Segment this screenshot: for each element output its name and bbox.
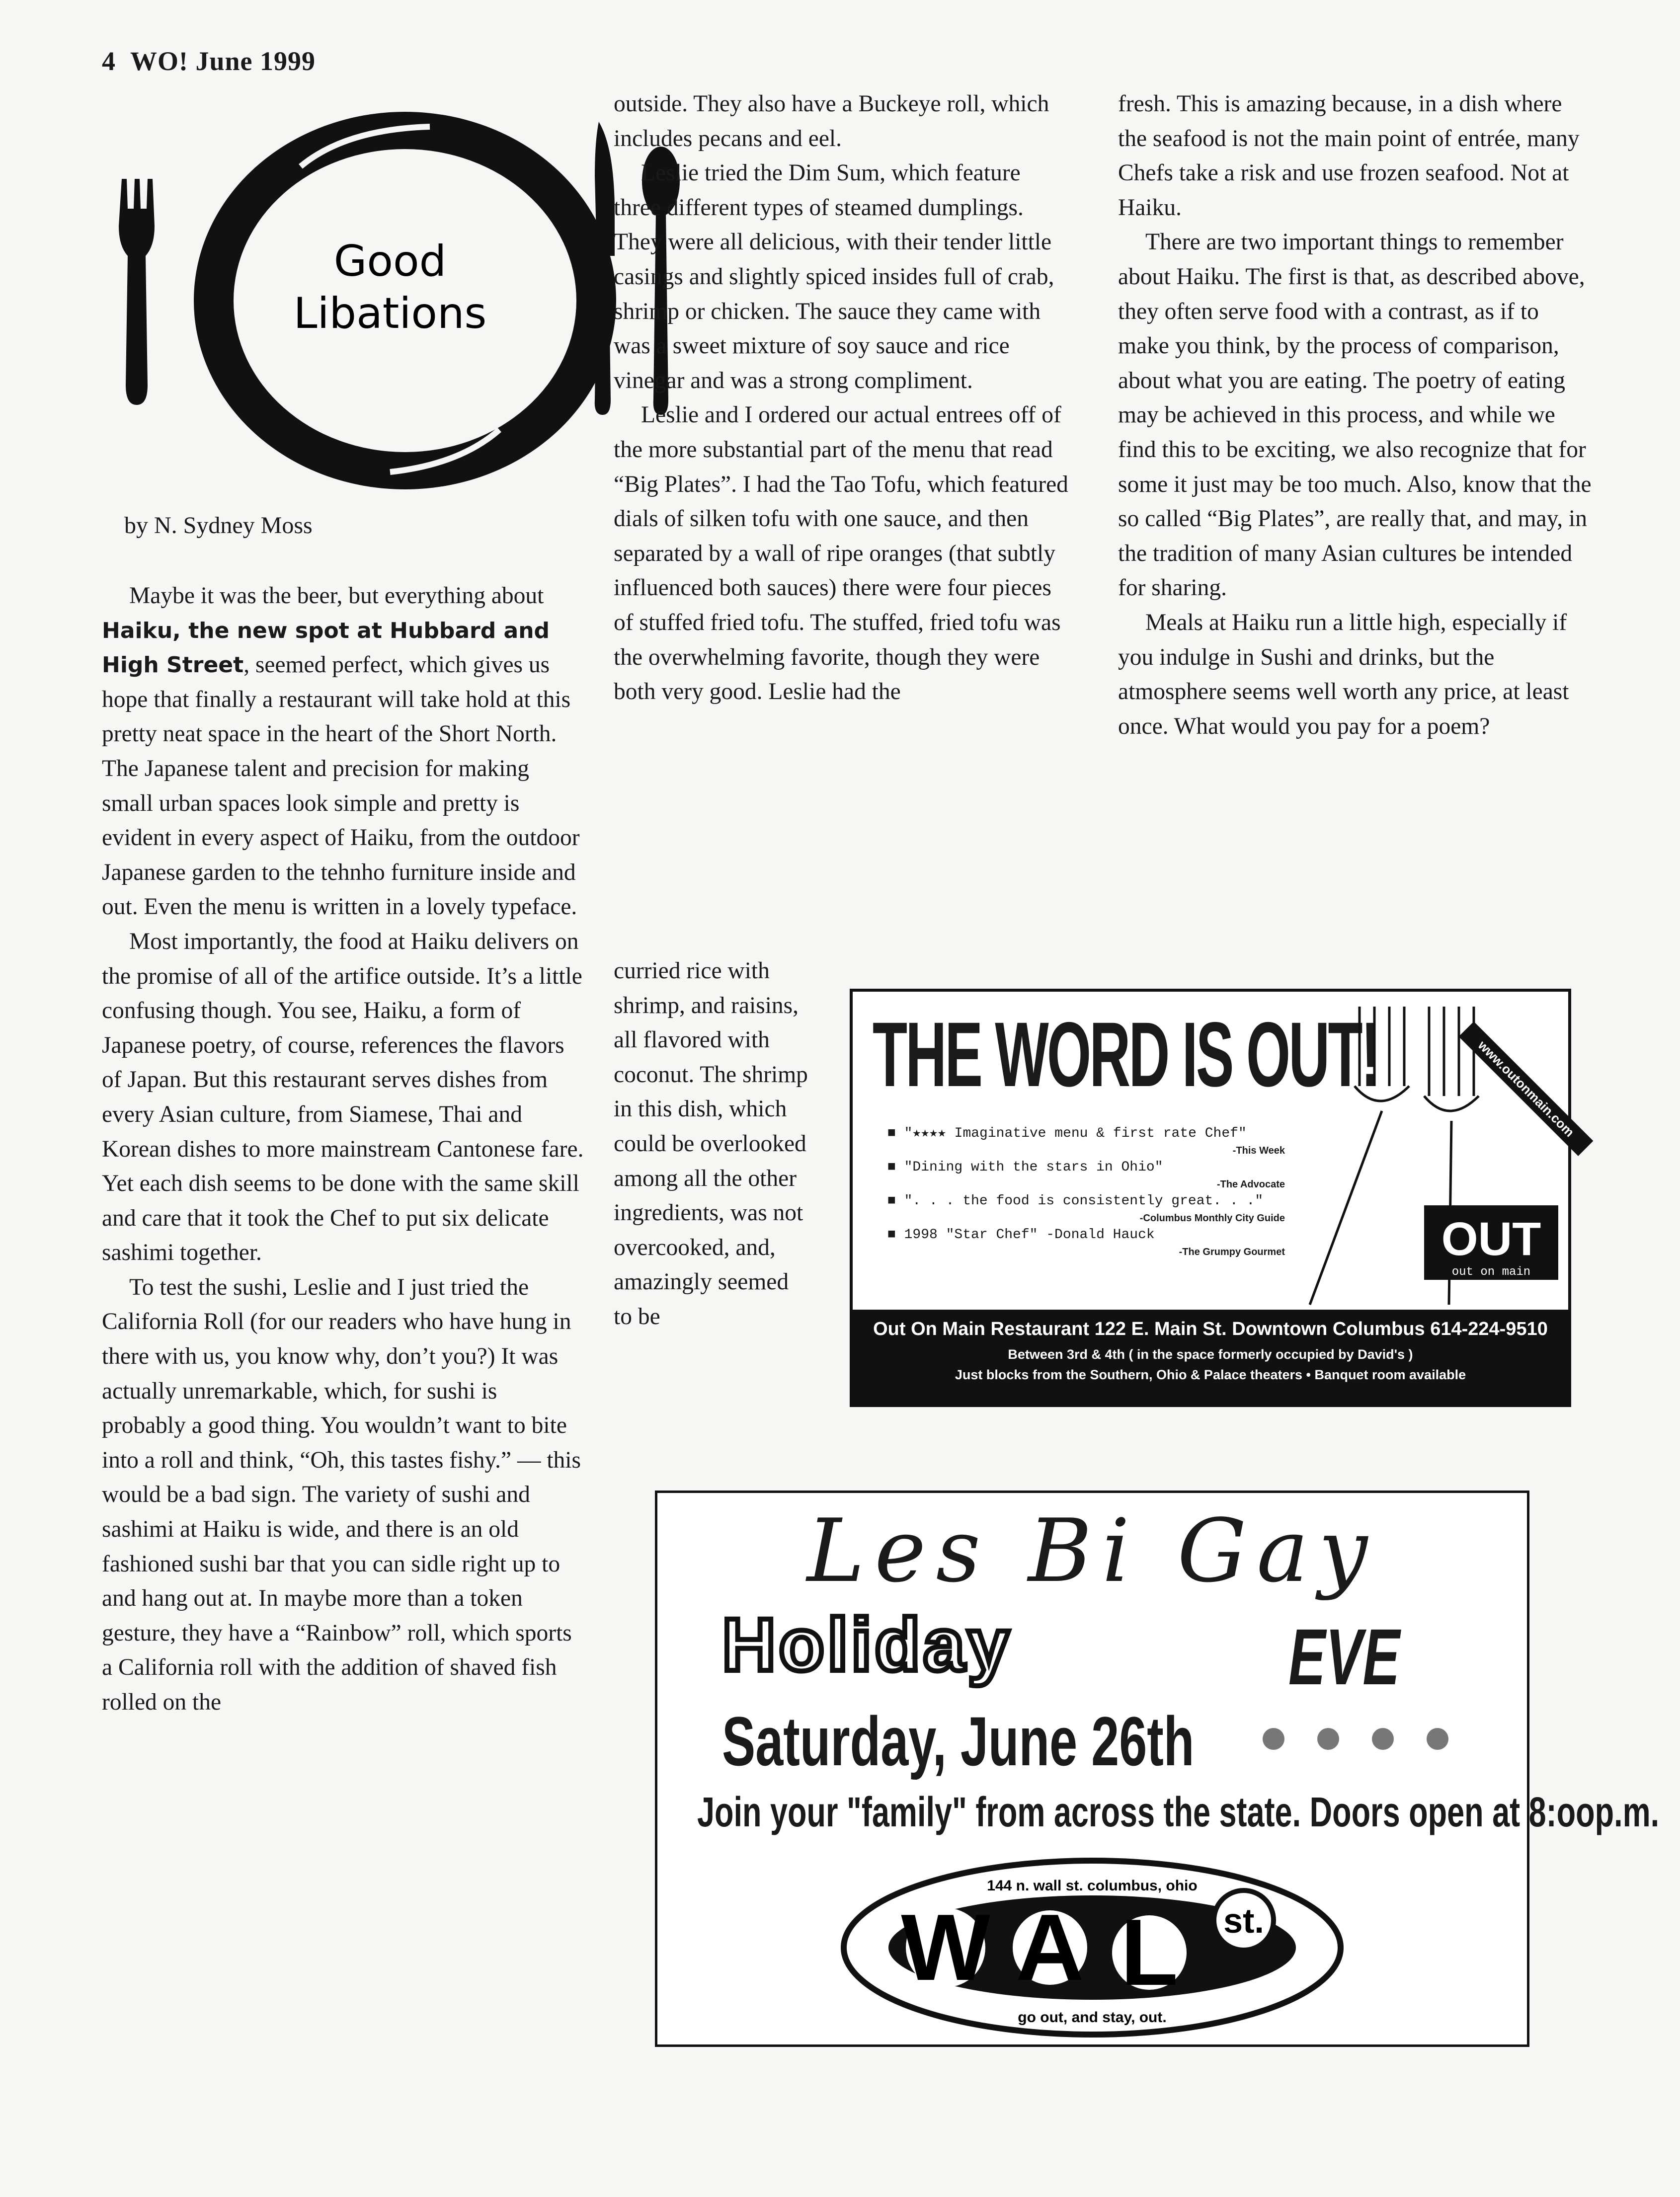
wall-st-slogan: go out, and stay, out. xyxy=(1018,2009,1167,2026)
wall-st-logo xyxy=(831,1846,1353,2040)
quote-item: ■ 1998 "Star Chef" -Donald Hauck -The Grumpy Gourmet xyxy=(887,1227,1285,1257)
article-column-3 xyxy=(1118,87,1595,744)
article-column-1 xyxy=(102,579,584,1720)
quote-item: ■ "★★★★ Imaginative menu & first rate Chef" -This Week xyxy=(887,1126,1285,1156)
paragraph: curried rice with shrimp, and raisins, all flavored with coconut. The shrimp in this dish, which could be overlooked among all the other ingredients, was not overcooked, and, amazingly seemed to be xyxy=(614,958,808,1330)
publication-title: WO! June 1999 xyxy=(130,46,316,76)
paragraph: Maybe it was the beer, but everything about Haiku, the new spot at Hubbard and High Street, seemed perfect, which gives us hope that finally a restaurant will take hold at this pretty neat space in the heart of the Short North. The Japanese talent and precision for making small urban spaces look simple and pretty is evident in every aspect of Haiku, from the outdoor Japanese garden to the tehnho furniture inside and out. Even the menu is written in a lovely typeface. xyxy=(102,583,580,920)
decorative-dots xyxy=(1254,1714,1492,1764)
out-logo-text: OUT xyxy=(1441,1213,1541,1265)
event-title-script: Les Bi Gay xyxy=(806,1501,1378,1602)
page-header xyxy=(102,46,316,77)
ad-address-bar xyxy=(853,1310,1568,1404)
ad-quotes xyxy=(887,1123,1285,1258)
event-holiday: Holiday xyxy=(722,1603,1012,1686)
paragraph: There are two important things to remember about Haiku. The first is that, as described above, they often serve food with a contrast, as if to make you think, by the process of comparison, about what you are eating. The poetry of eating may be achieved in this process, and while we find this to be exciting, we also recognize that for some it just may be too much. Also, know that the so called “Big Plates”, are really that, and may, in the tradition of many Asian cultures be intended for sharing. xyxy=(1118,229,1592,601)
ad-url: www.outonmain.com xyxy=(1459,1021,1594,1156)
ad-venue-note: Just blocks from the Southern, Ohio & Palace theaters • Banquet room available xyxy=(955,1367,1466,1382)
paragraph: outside. They also have a Buckeye roll, which includes pecans and eel. xyxy=(614,91,1049,152)
good-libations-logo xyxy=(112,107,698,524)
quote-item: ■ ". . . the food is consistently great. . ." -Columbus Monthly City Guide xyxy=(887,1193,1285,1224)
paragraph: Leslie and I ordered our actual entrees off of the more substantial part of the menu that read “Big Plates”. I had the Tao Tofu, which featured dials of silken tofu with one sauce, and then separated by a wall of ripe oranges (that subtly influenced both sauces) there were four pieces of stuffed fried tofu. The stuffed, fried tofu was the overwhelming favorite, though they were both very good. Leslie had the xyxy=(614,402,1068,705)
ad-address: Out On Main Restaurant 122 E. Main St. Downtown Columbus 614-224-9510 xyxy=(873,1319,1548,1339)
out-on-main-ad xyxy=(850,989,1578,1407)
quote-item: ■ "Dining with the stars in Ohio" -The Advocate xyxy=(887,1160,1285,1190)
event-eve: EVE xyxy=(1288,1612,1400,1701)
paragraph: To test the sushi, Leslie and I just tried the California Roll (for our readers who have hung in there with us, you know why, don’t you?) It was actually unremarkable, which, for sushi is probably a good thing. You wouldn’t want to bite into a roll and think, “Oh, this tastes fishy.” — this would be a bad sign. The variety of sushi and sashimi at Haiku is wide, and there is an old fashioned sushi bar that you can sidle right up to and hang out at. In maybe more than a token gesture, they have a “Rainbow” roll, which sports a California roll with the addition of shaved fish rolled on the xyxy=(102,1274,581,1715)
ad-location-note: Between 3rd & 4th ( in the space formerly occupied by David's ) xyxy=(1008,1347,1413,1362)
restaurant-highlight: Haiku, the new spot at Hubbard and High Street xyxy=(102,618,550,678)
logo-title-line2: Libations xyxy=(293,289,487,338)
event-date: Saturday, June 26th xyxy=(722,1702,1195,1780)
byline: by N. Sydney Moss xyxy=(124,512,313,539)
page-number: 4 xyxy=(102,46,116,76)
logo-letter-a: A xyxy=(1016,1895,1084,2000)
fork-icon xyxy=(119,179,155,405)
paragraph: fresh. This is amazing because, in a dish where the seafood is not the main point of entrée, many Chefs take a risk and use frozen seafood. Not at Haiku. xyxy=(1118,91,1580,221)
logo-letter-l: L xyxy=(1120,1900,1179,2005)
event-description: Join your "family" from across the state. Doors open at 8:oop.m. xyxy=(697,1789,1660,1835)
wall-st-address: 144 n. wall st. columbus, ohio xyxy=(987,1878,1198,1894)
article-column-2-narrow xyxy=(614,954,812,1334)
logo-letter-w: W xyxy=(901,1895,990,2000)
logo-title-line1: Good xyxy=(333,236,447,286)
article-column-2 xyxy=(614,87,1073,709)
ad-headline: THE WORD IS OUT! xyxy=(873,1004,1378,1106)
paragraph: Most importantly, the food at Haiku delivers on the promise of all of the artifice outside. It’s a little confusing though. You see, Haiku, a form of Japanese poetry, of course, references the flavors of Japan. But this restaurant serves dishes from every Asian culture, from Siamese, Thai and Korean dishes to more mainstream Cantonese fare. Yet each dish seems to be done with the same skill and care that it took the Chef to put six delicate sashimi together. xyxy=(102,928,584,1266)
paragraph: Meals at Haiku run a little high, especially if you indulge in Sushi and drinks, but the atmosphere seems well worth any price, at least once. What would you pay for a poem? xyxy=(1118,609,1569,739)
paragraph: Leslie tried the Dim Sum, which feature three different types of steamed dumplings. They were all delicious, with their tender little casings and slightly spiced insides full of crab, shrimp or chicken. The sauce they came with was a sweet mixture of soy sauce and rice vinegar and was a strong compliment. xyxy=(614,160,1054,393)
logo-st: st. xyxy=(1223,1901,1264,1940)
wall-st-ad xyxy=(655,1491,1660,2047)
forks-illustration xyxy=(1300,997,1563,1310)
out-logo-subtext: out on main xyxy=(1451,1265,1531,1279)
